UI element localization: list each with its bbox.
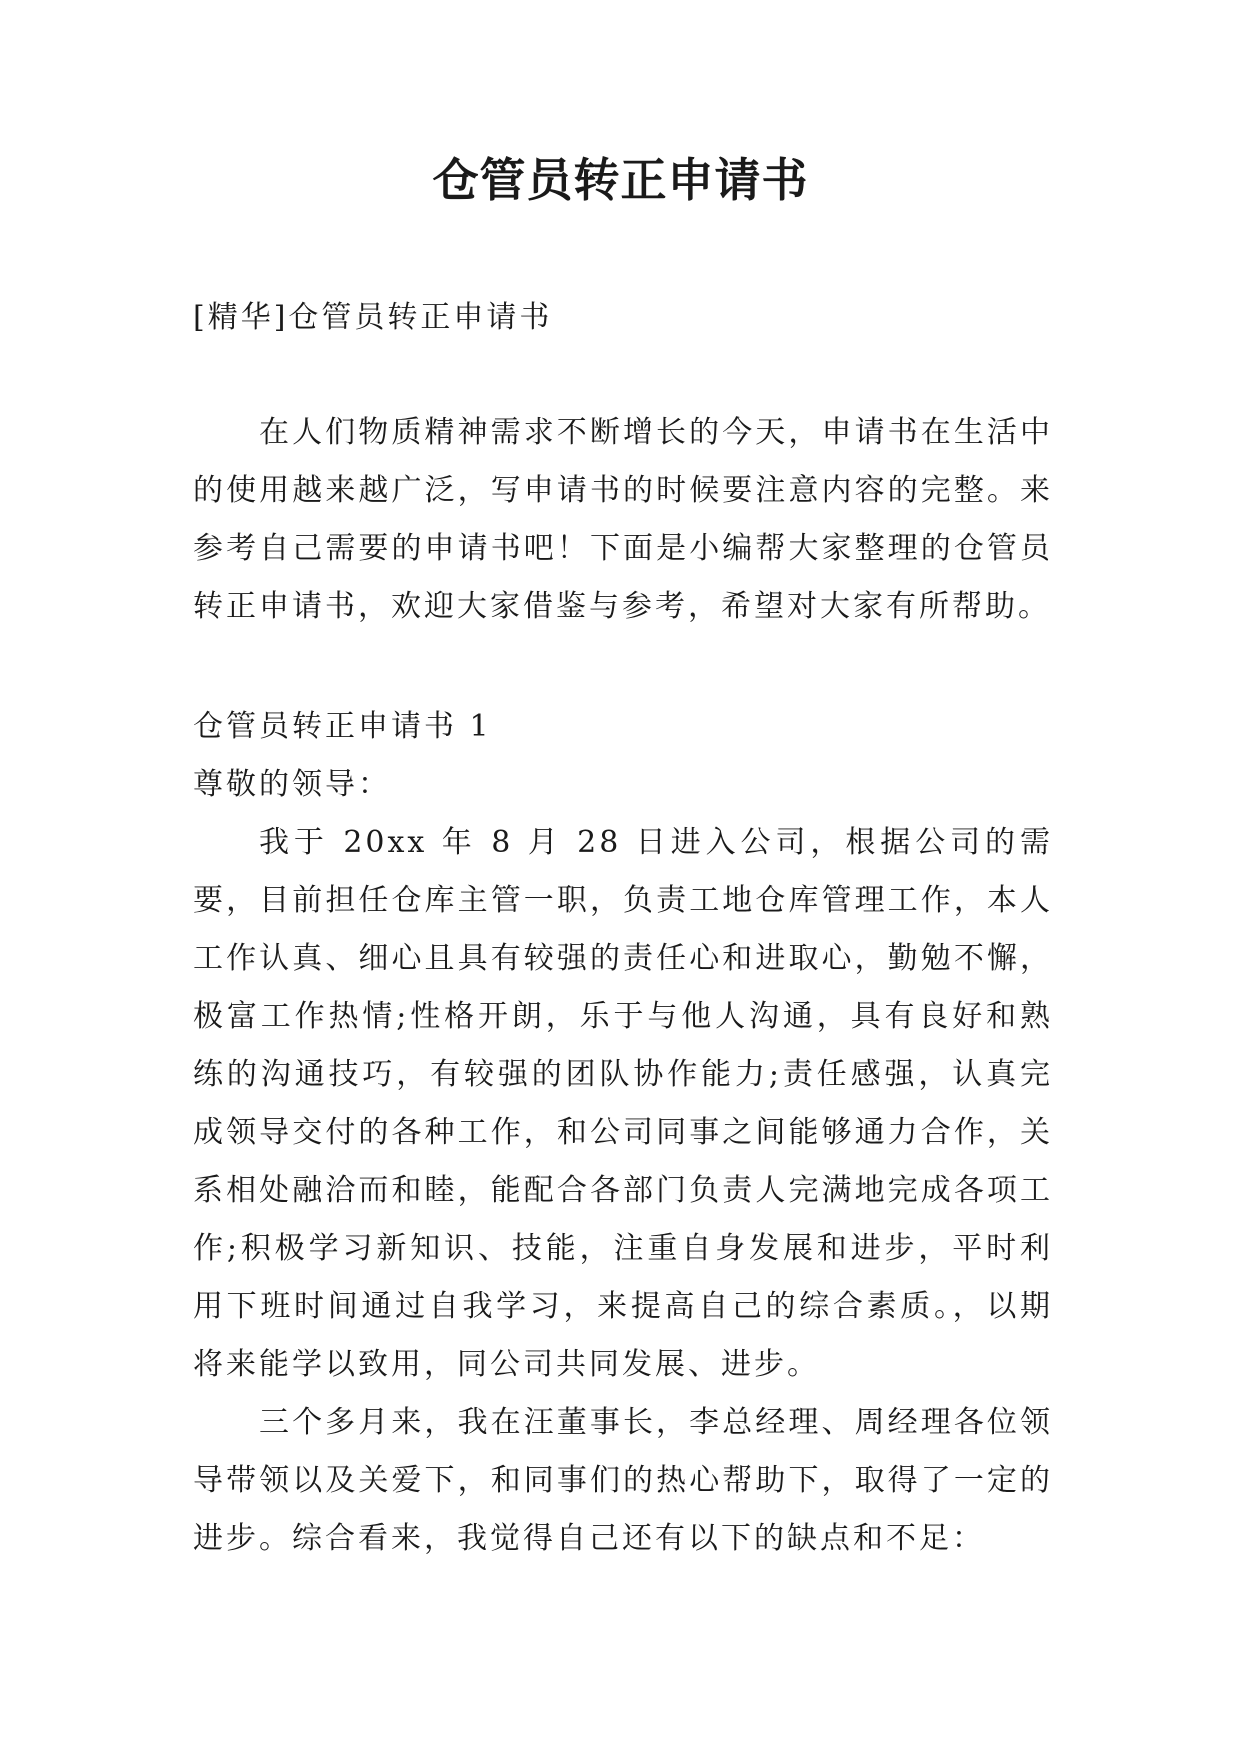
intro-paragraph: 在人们物质精神需求不断增长的今天，申请书在生活中的使用越来越广泛，写申请书的时候要注意内容的完整。来参考自己需要的申请书吧！下面是小编帮大家整理的仓管员转正申请书，欢迎大家借鉴与参考，希望对大家有所帮助。 — [193, 415, 1053, 624]
document-subtitle: [精华]仓管员转正申请书 — [193, 300, 553, 335]
body-paragraph-1: 我于 20xx 年 8 月 28 日进入公司，根据公司的需要，目前担任仓库主管一职，负责工地仓库管理工作，本人工作认真、细心且具有较强的责任心和进取心，勤勉不懈，极富工作热情;性格开朗，乐于与他人沟通，具有良好和熟练的沟通技巧，有较强的团队协作能力;责任感强，认真完成领导交付的各种工作，和公司同事之间能够通力合作，关系相处融洽而和睦，能配合各部门负责人完满地完成各项工作;积极学习新知识、技能，注重自身发展和进步，平时利用下班时间通过自我学习，来提高自己的综合素质。，以期将来能学以致用，同公司共同发展、进步。 — [193, 825, 1053, 1382]
salutation: 尊敬的领导： — [193, 767, 391, 802]
body-paragraph-2: 三个多月来，我在汪董事长，李总经理、周经理各位领导带领以及关爱下，和同事们的热心帮助下，取得了一定的进步。综合看来，我觉得自己还有以下的缺点和不足： — [193, 1405, 1053, 1556]
section-heading: 仓管员转正申请书 1 — [193, 709, 492, 744]
document-title: 仓管员转正申请书 — [432, 153, 809, 207]
